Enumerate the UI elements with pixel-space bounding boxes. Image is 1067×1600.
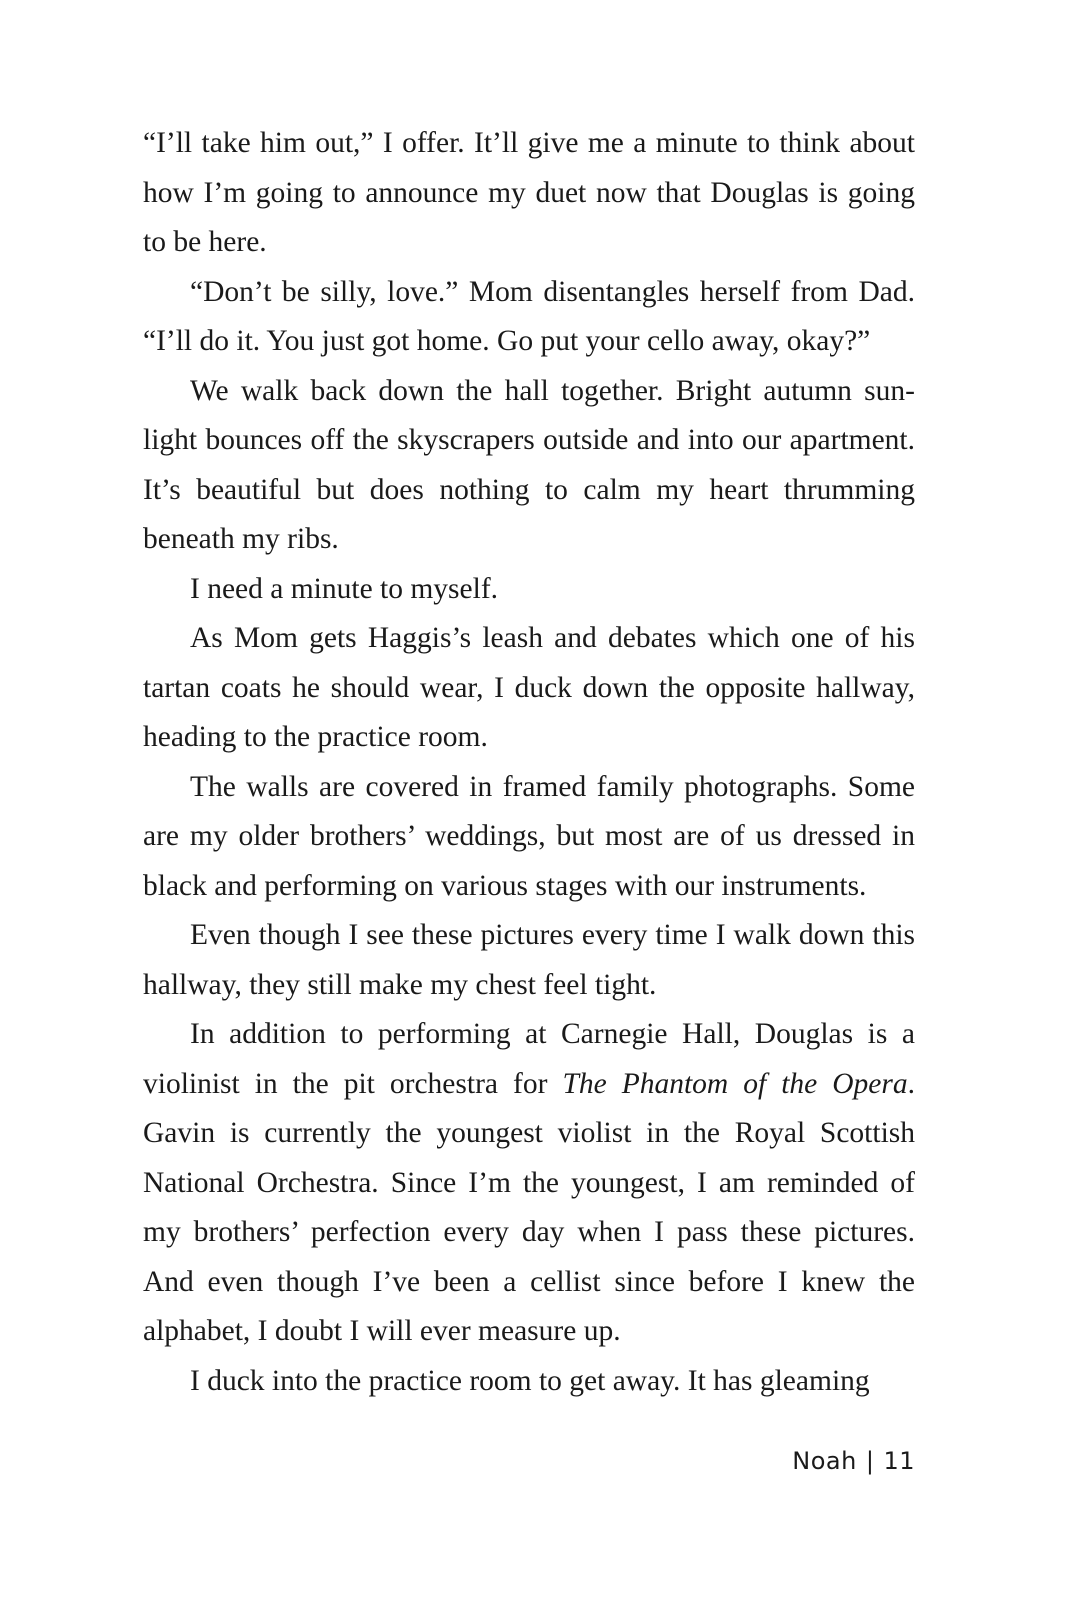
- paragraph-8-before: In addition to performing at Carnegie Hall, Douglas is a violinist in the pit orchestra for: [143, 1018, 915, 1100]
- paragraph-1: “I’ll take him out,” I offer. It’ll give me a minute to think about how I’m going to announce my duet now that Douglas is going to be here.: [143, 127, 915, 258]
- page-footer: [792, 1447, 915, 1475]
- body-text: [143, 119, 915, 1406]
- paragraph-7: Even though I see these pictures every time I walk down this hallway, they still make my chest feel tight.: [143, 919, 915, 1001]
- book-title-italic: The Phantom of the Opera: [562, 1067, 908, 1100]
- paragraph-9: I duck into the practice room to get away. It has gleaming: [190, 1364, 870, 1397]
- paragraph-4: I need a minute to myself.: [190, 572, 499, 605]
- paragraph-3: We walk back down the hall together. Bright autumn sun-light bounces off the skyscrapers outside and into our apartment. It’s beautiful but does nothing to calm my heart thrumming beneath my ribs.: [143, 374, 915, 555]
- paragraph-6: The walls are covered in framed family photographs. Some are my older brothers’ weddings, but most are of us dressed in black and performing on various stages with our instruments.: [143, 770, 915, 902]
- running-head: Noah: [792, 1447, 857, 1475]
- page-number: 11: [883, 1447, 915, 1475]
- paragraph-2: “Don’t be silly, love.” Mom disentangles herself from Dad. “I’ll do it. You just got home. Go put your cello away, okay?”: [143, 275, 915, 357]
- footer-separator: |: [865, 1447, 875, 1475]
- paragraph-8: [143, 1010, 915, 1357]
- paragraph-8-after: . Gavin is currently the youngest violist in the Royal Scottish National Orchestra. Since I’m the youngest, I am reminded of my brothers’ perfection every day when I pass these pictures. And even though I’ve been a cellist since before I knew the alphabet, I doubt I will ever measure up.: [143, 1067, 916, 1347]
- paragraph-5: As Mom gets Haggis’s leash and debates which one of his tartan coats he should wear, I duck down the opposite hallway, heading to the practice room.: [143, 622, 915, 753]
